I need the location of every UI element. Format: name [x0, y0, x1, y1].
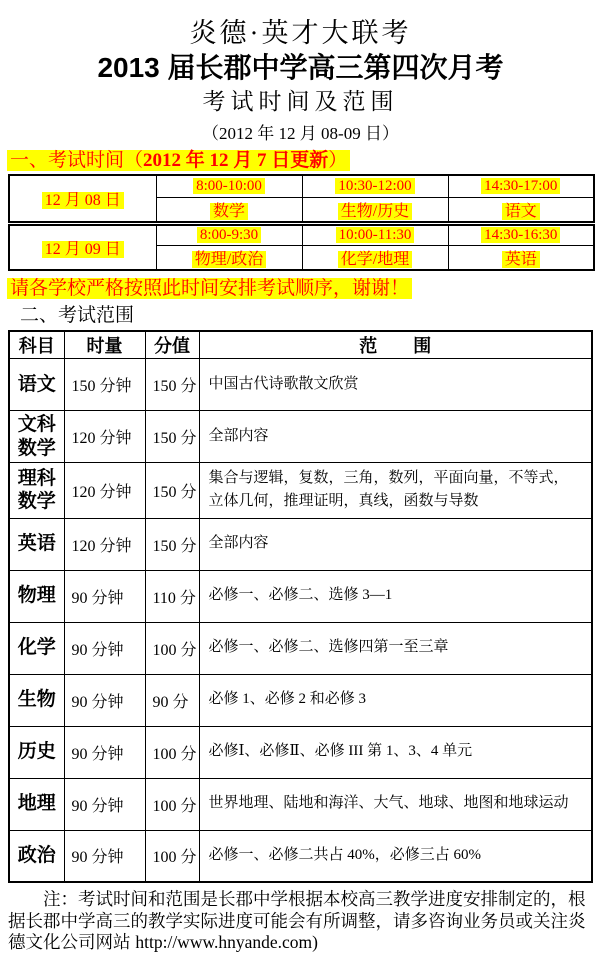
footer-note-text: 注：考试时间和范围是长郡中学根据本校高三教学进度安排制定的，根据长郡中学高三的教学实际进度可能会有所调整，请多咨询业务员或关注炎德文化公司网站: [8, 889, 586, 952]
brand-title: 炎德·英才大联考: [189, 18, 412, 48]
scope-cell: 全部内容: [199, 411, 592, 463]
duration-cell: 90 分钟: [64, 674, 145, 726]
scope-row-geography: [9, 778, 592, 830]
scope-row-chemistry: [9, 622, 592, 674]
day2-time-row: [9, 223, 594, 245]
scope-row-politics: [9, 830, 592, 882]
scope-cell: 全部内容: [199, 518, 592, 570]
day1-session3-time-cell: [448, 175, 594, 197]
schedule-notice-text: 请各学校严格按照此时间安排考试顺序，谢谢！: [7, 278, 412, 299]
day2-session3-time: 14:30-16:30: [481, 227, 560, 243]
day1-session1-time-cell: [156, 175, 302, 197]
day2-session2-time-cell: [302, 223, 448, 245]
duration-cell: 90 分钟: [64, 622, 145, 674]
day1-session1-time: 8:00-10:00: [193, 178, 265, 194]
day1-session2-subject: 生物/历史: [338, 203, 412, 220]
day2-session1-subject-cell: [156, 245, 302, 270]
subject-cell: 物理: [9, 570, 64, 622]
day1-date: 12 月 08 日: [42, 192, 124, 209]
day1-session1-subject: 数学: [210, 203, 248, 220]
day2-session3-subject-cell: [448, 245, 594, 270]
scope-cell: 世界地理、陆地和海洋、大气、地球、地图和地球运动: [199, 778, 592, 830]
scope-cell: 必修一、必修二、选修四第一至三章: [199, 622, 592, 674]
day2-session1-time: 8:00-9:30: [197, 227, 261, 243]
exam-scope-table: [8, 330, 593, 884]
section1-heading-prefix: 一、考试时间（: [10, 150, 144, 171]
scope-row-history: [9, 726, 592, 778]
section1-heading-update-date: 2012 年 12 月 7 日更新: [143, 150, 329, 171]
day1-session1-subject-cell: [156, 197, 302, 223]
scope-cell: 必修一、必修二共占 40%，必修三占 60%: [199, 830, 592, 882]
day2-session3-time-cell: [448, 223, 594, 245]
duration-cell: 90 分钟: [64, 570, 145, 622]
subject-cell: 政治: [9, 830, 64, 882]
duration-cell: 90 分钟: [64, 726, 145, 778]
subject-cell: 理科数学: [9, 463, 64, 519]
scope-cell: 中国古代诗歌散文欣赏: [199, 359, 592, 411]
footer-note: [8, 889, 595, 954]
score-cell: 100 分: [145, 778, 199, 830]
score-cell: 150 分: [145, 463, 199, 519]
scope-row-arts-math: [9, 411, 592, 463]
scope-row-biology: [9, 674, 592, 726]
duration-cell: 150 分钟: [64, 359, 145, 411]
day2-date: 12 月 09 日: [42, 241, 124, 258]
score-cell: 100 分: [145, 622, 199, 674]
scope-cell: 集合与逻辑，复数，三角，数列，平面向量，不等式，立体几何，推理证明，真线，函数与导数: [199, 463, 592, 519]
duration-cell: 120 分钟: [64, 411, 145, 463]
score-cell: 110 分: [145, 570, 199, 622]
day2-session2-time: 10:00-11:30: [336, 227, 415, 243]
scope-row-english: [9, 518, 592, 570]
duration-cell: 120 分钟: [64, 518, 145, 570]
score-column-header: 分值: [145, 331, 199, 359]
scope-row-physics: [9, 570, 592, 622]
subject-cell: 历史: [9, 726, 64, 778]
subject-cell: 化学: [9, 622, 64, 674]
scope-cell: 必修Ⅰ、必修Ⅱ、必修 III 第 1、3、4 单元: [199, 726, 592, 778]
section-heading-exam-time: [7, 150, 601, 172]
footer-url: http://www.hnyande.com): [135, 932, 318, 952]
day1-session2-time: 10:30-12:00: [335, 178, 414, 194]
score-cell: 150 分: [145, 411, 199, 463]
scope-row-chinese: [9, 359, 592, 411]
duration-cell: 90 分钟: [64, 830, 145, 882]
score-cell: 90 分: [145, 674, 199, 726]
subject-column-header: 科目: [9, 331, 64, 359]
section1-heading-suffix: ）: [328, 150, 348, 171]
day2-date-cell: [9, 223, 156, 270]
day1-time-row: [9, 175, 594, 197]
day2-session2-subject: 化学/地理: [338, 251, 412, 268]
day1-date-cell: [9, 175, 156, 223]
subject-cell: 英语: [9, 518, 64, 570]
day2-session1-time-cell: [156, 223, 302, 245]
score-cell: 150 分: [145, 359, 199, 411]
day1-session2-subject-cell: [302, 197, 448, 223]
score-cell: 100 分: [145, 830, 199, 882]
scope-row-science-math: [9, 463, 592, 519]
scope-header-row: [9, 331, 592, 359]
day2-session1-subject: 物理/政治: [192, 251, 266, 268]
day1-session3-time: 14:30-17:00: [481, 178, 560, 194]
subject-cell: 生物: [9, 674, 64, 726]
page-title: 2013 届长郡中学高三第四次月考: [97, 52, 504, 83]
scope-column-header: 范 围: [199, 331, 592, 359]
score-cell: 100 分: [145, 726, 199, 778]
exam-schedule-table: [8, 174, 595, 271]
duration-cell: 90 分钟: [64, 778, 145, 830]
subject-cell: 文科数学: [9, 411, 64, 463]
schedule-notice: [7, 277, 601, 300]
section-heading-exam-scope: 二、考试范围: [20, 304, 135, 326]
day1-session2-time-cell: [302, 175, 448, 197]
day1-session3-subject-cell: [448, 197, 594, 223]
day1-session3-subject: 语文: [502, 203, 540, 220]
subject-cell: 地理: [9, 778, 64, 830]
exam-date-range: （2012 年 12 月 08-09 日）: [202, 124, 399, 143]
duration-cell: 120 分钟: [64, 463, 145, 519]
day2-session2-subject-cell: [302, 245, 448, 270]
subject-cell: 语文: [9, 359, 64, 411]
day2-session3-subject: 英语: [502, 251, 540, 268]
score-cell: 150 分: [145, 518, 199, 570]
duration-column-header: 时量: [64, 331, 145, 359]
page-subtitle: 考试时间及范围: [202, 89, 399, 114]
scope-cell: 必修 1、必修 2 和必修 3: [199, 674, 592, 726]
scope-cell: 必修一、必修二、选修 3—1: [199, 570, 592, 622]
